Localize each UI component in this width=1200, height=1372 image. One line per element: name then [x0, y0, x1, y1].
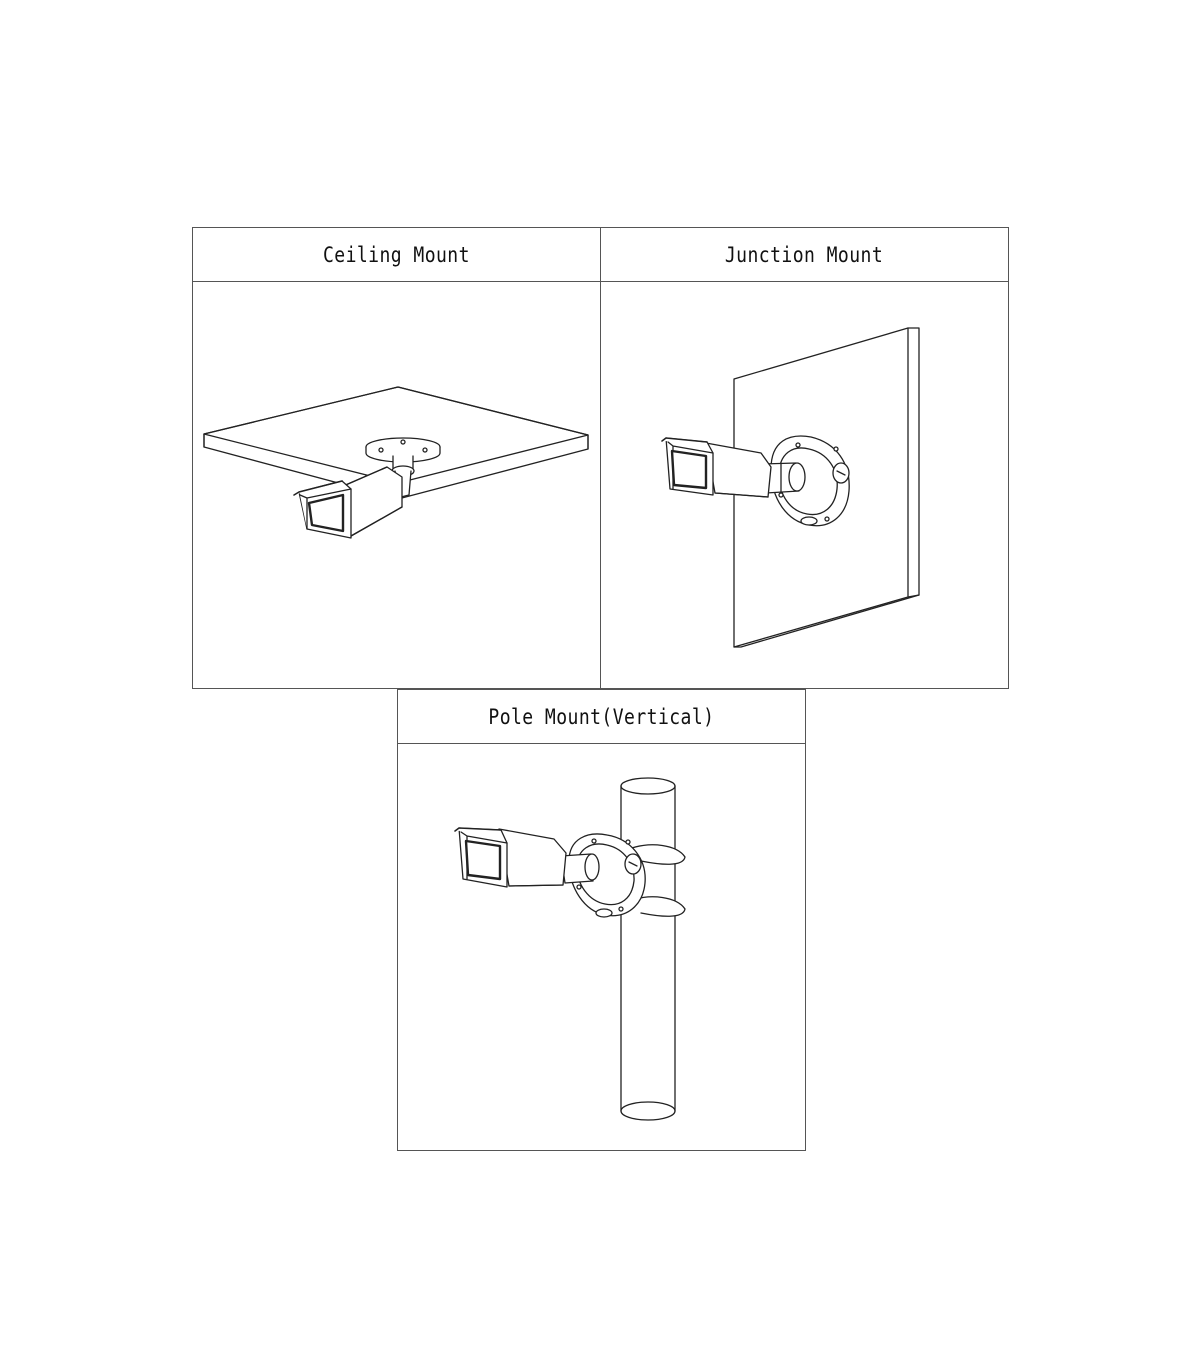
pole-mount-illustration — [398, 744, 805, 1150]
pole-mount-panel — [397, 689, 806, 1151]
ceiling-mount-panel — [192, 227, 601, 689]
junction-mount-illustration — [601, 282, 1008, 688]
pole-camera — [455, 828, 566, 887]
junction-mount-panel — [600, 227, 1009, 689]
junction-mount-title: Junction Mount — [725, 242, 884, 267]
pole-mount-title: Pole Mount(Vertical) — [488, 704, 715, 729]
pole-arm — [561, 854, 599, 883]
pole — [621, 778, 675, 1120]
ceiling-mount-title: Ceiling Mount — [323, 242, 470, 267]
junction-mount-header — [601, 228, 1008, 282]
ceiling-mount-header — [193, 228, 600, 282]
ceiling-mount-illustration — [193, 282, 600, 688]
pole-mount-header — [398, 690, 805, 744]
